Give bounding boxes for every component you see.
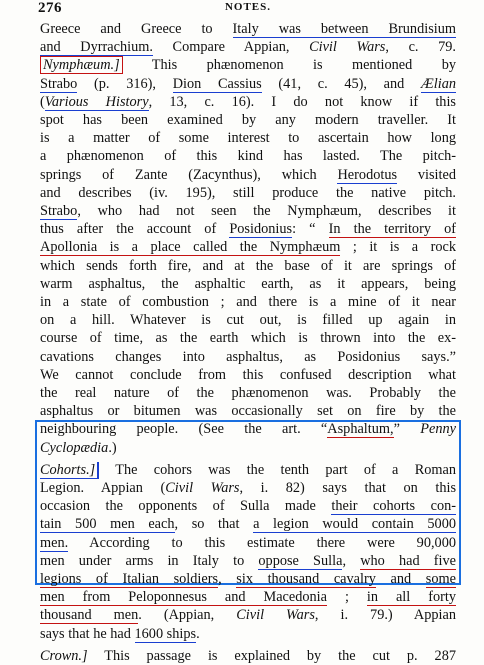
text-span: (41, c. 45), and	[261, 75, 422, 92]
text-span: Crown.]	[40, 647, 88, 664]
text-span: Strabo	[40, 203, 78, 219]
text-line	[40, 329, 456, 347]
text-span: thus after the account of	[40, 221, 230, 238]
text-span: Civil Wars	[165, 480, 240, 496]
text-span: springs of Zante (Zacynthus), which	[40, 166, 338, 183]
text-line	[40, 238, 456, 256]
text-line	[40, 75, 456, 93]
text-line	[40, 552, 456, 570]
text-line	[40, 147, 456, 165]
text-span: . (Appian,	[138, 607, 237, 624]
text-line	[40, 420, 456, 438]
text-span: Legion. Appian (	[40, 480, 166, 496]
text-span: asphaltus or bitumen was occasionally set on fire by the	[40, 403, 456, 420]
text-span: ,	[218, 571, 237, 587]
text-line	[40, 38, 456, 56]
page-header	[38, 0, 458, 18]
text-span: oppose Sulla	[258, 552, 343, 569]
text-line	[40, 402, 456, 420]
text-span: 1600 ships	[134, 625, 197, 642]
text-span: Herodotus	[337, 166, 398, 183]
text-span: Cyclopædia	[40, 439, 109, 456]
text-line	[40, 202, 456, 220]
text-line	[40, 461, 456, 479]
text-span: .)	[108, 439, 117, 456]
text-span: Greece and Greece to	[40, 21, 233, 37]
text-span: : “	[292, 221, 329, 238]
text-span: Penny	[420, 421, 456, 438]
text-span: ”	[393, 421, 421, 438]
text-span: thousand men	[40, 607, 139, 624]
text-span: six thousand cavalry	[236, 571, 376, 587]
text-line	[40, 479, 456, 497]
text-span: Asphaltum,	[327, 421, 394, 438]
text-span: ;	[327, 589, 367, 606]
text-span: Ælian	[421, 75, 456, 92]
text-span: and	[375, 571, 426, 587]
text-span: visited	[397, 166, 456, 183]
text-line	[40, 257, 456, 275]
text-span: (p. 316),	[77, 75, 173, 92]
text-span: Dion Cassius	[172, 75, 262, 92]
text-span: .	[196, 625, 200, 642]
text-span: is a matter of some interest to ascertain how long	[40, 130, 456, 147]
text-line	[40, 129, 456, 147]
text-span: tain 500 men each	[40, 516, 175, 533]
text-line	[40, 184, 456, 202]
text-span: cavations changes into asphaltus, as Posidonius says.”	[40, 348, 456, 365]
text-line	[40, 111, 456, 129]
text-line	[40, 625, 456, 643]
text-span: We cannot conclude from this confused description what	[40, 366, 456, 383]
text-line	[40, 56, 456, 74]
text-span: the real nature of the phænomenon was. Probably the	[40, 385, 456, 401]
text-span: spot has been examined by any modern traveller. It	[40, 112, 456, 128]
text-line	[40, 93, 456, 111]
text-span: occasion the opponents of Sulla made	[40, 498, 332, 515]
text-line	[40, 588, 456, 606]
text-line	[40, 647, 456, 665]
text-span: , so that	[174, 516, 254, 533]
text-span: who had five	[360, 552, 456, 569]
text-line	[40, 220, 456, 238]
text-line	[40, 348, 456, 366]
text-span: and Dyrrachium.	[40, 39, 153, 56]
text-span: on a hill. Whatever is cut out, is filled up again in	[40, 312, 456, 329]
running-head: NOTES.	[224, 1, 272, 13]
text-span: Cohorts.]	[40, 462, 99, 479]
text-span: Civil Wars	[236, 607, 315, 624]
text-span: , 13, c. 16). I do not know if this	[148, 93, 456, 110]
text-span: and describes (iv. 195), still produce the native pitch.	[40, 184, 456, 201]
text-span: , i. 79.) Appian	[314, 607, 456, 624]
text-line	[40, 20, 456, 38]
text-span: , i. 82) says that on this	[239, 480, 456, 496]
text-span: In the territory of	[328, 221, 456, 238]
text-span: The cohors was the tenth part of a Roman	[99, 461, 456, 478]
text-span: in all forty	[366, 589, 456, 606]
text-span: This phænomenon is mentioned by	[122, 57, 456, 74]
text-line	[40, 439, 456, 457]
text-span: Compare Appian,	[152, 39, 310, 56]
text-span: ; it is a rock	[340, 239, 456, 256]
text-span: men from Peloponnesus and Macedonia	[40, 589, 327, 606]
text-span: their cohorts con-	[331, 498, 456, 515]
text-span: Apollonia is a place called the Nymphæum	[40, 239, 341, 256]
text-line	[40, 166, 456, 184]
text-span: says that he had	[40, 625, 135, 642]
text-span: This passage is explained by the cut p. 287	[87, 647, 456, 664]
text-span: Italy was between Brundisium	[232, 21, 456, 37]
text-span: Various History	[44, 93, 149, 110]
text-span: men under arms in Italy to	[40, 552, 259, 569]
text-span: warm asphaltus, the asphaltic earth, as it appears, being	[40, 275, 456, 292]
text-line	[40, 570, 456, 588]
text-span: According to this estimate there were 90,000	[68, 534, 456, 551]
text-span: neighbouring people. (See the art. “	[40, 421, 328, 438]
text-span: which sends forth fire, and at the base of it are springs of	[40, 257, 456, 274]
text-line	[40, 275, 456, 293]
text-line	[40, 497, 456, 515]
text-line	[40, 606, 456, 624]
text-line	[40, 293, 456, 311]
text-span: a legion would contain 5000	[253, 516, 456, 533]
text-span: men.	[40, 534, 69, 551]
text-span: , c. 79.	[385, 39, 456, 56]
text-line	[40, 311, 456, 329]
text-span: Nymphæum.]	[40, 56, 123, 74]
text-span: (	[40, 93, 45, 110]
page-number: 276	[38, 0, 62, 16]
text-line	[40, 515, 456, 533]
text-line	[40, 384, 456, 402]
text-line	[40, 534, 456, 552]
text-span: some	[425, 571, 456, 587]
text-span: in a state of combustion ; and there is a mine of it near	[40, 294, 456, 310]
text-line	[40, 366, 456, 384]
text-span: Posidonius	[229, 221, 293, 238]
text-span: a phænomenon of this kind has lasted. The pitch-	[40, 148, 456, 165]
text-span: legions of Italian soldiers	[40, 571, 219, 587]
text-span: course of time, as the earth which is thrown into the ex-	[40, 330, 456, 347]
text-span: Strabo	[40, 75, 78, 92]
text-span: ,	[342, 552, 361, 569]
text-span: Civil Wars	[309, 39, 386, 56]
text-span: , who had not seen the Nymphæum, describes it	[77, 203, 456, 219]
